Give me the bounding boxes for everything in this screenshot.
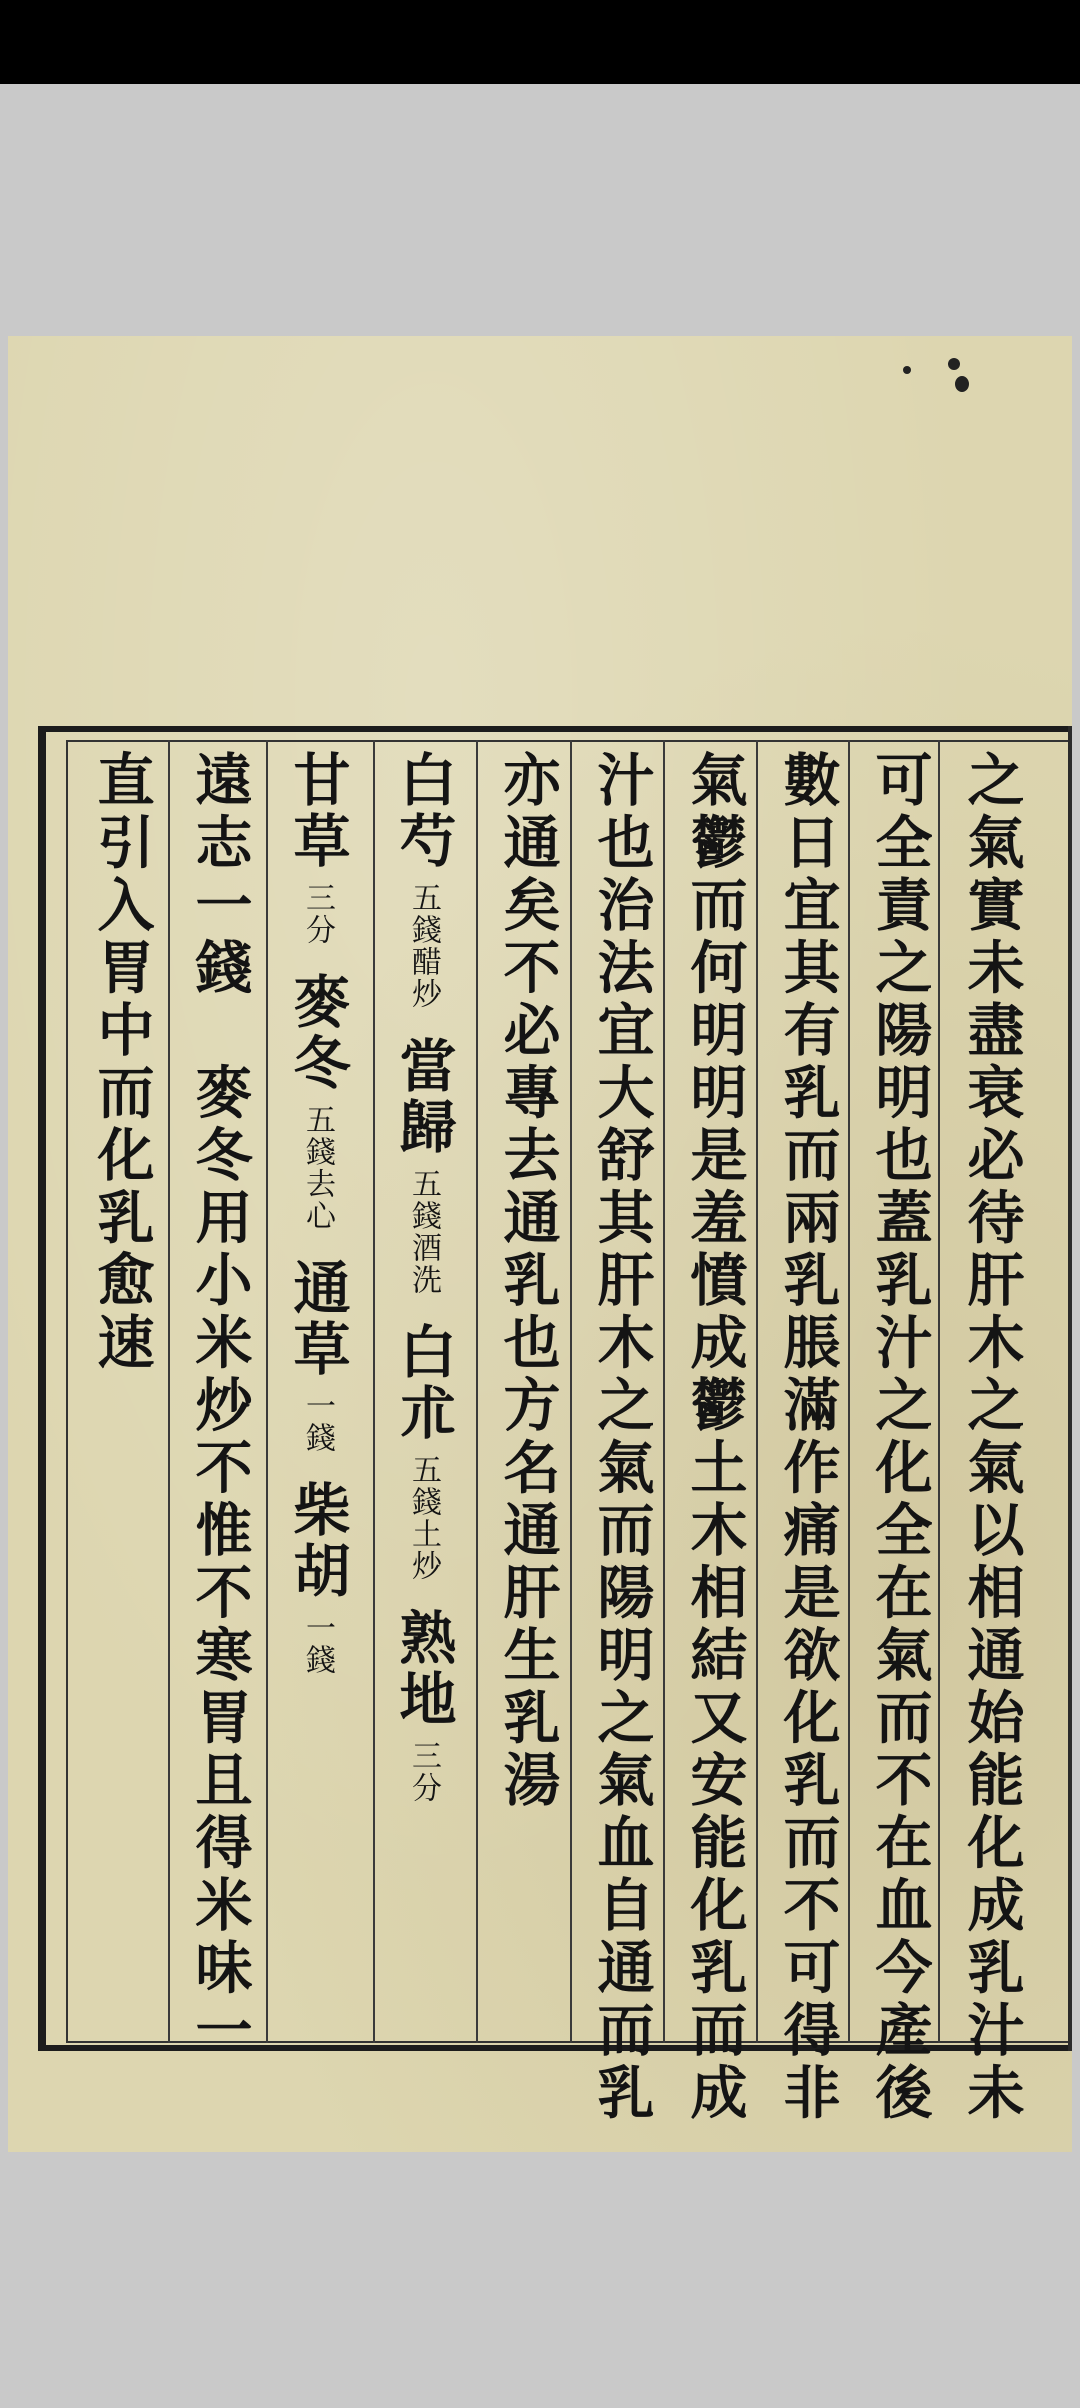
- herb-dosage-note: 五錢酒洗: [406, 1168, 441, 1296]
- herb-dosage-note: 一錢: [300, 1390, 335, 1454]
- herb-name: 通草: [284, 1258, 351, 1380]
- herb-column-1: [388, 750, 458, 2040]
- commentary-column-1: 遠志一錢 麥冬用小米炒不惟不寒胃且得米味一: [186, 750, 253, 2063]
- herb-dosage-note: 五錢醋炒: [406, 882, 441, 1010]
- text-column-6: 亦通矣不必專去通乳也方名通肝生乳湯: [494, 750, 561, 1813]
- column-divider: [570, 740, 572, 2043]
- column-divider: [373, 740, 375, 2043]
- text-column-5: 汁也治法宜大舒其肝木之氣而陽明之氣血自通而乳: [588, 750, 655, 2125]
- herb-dosage-note: 五錢土炒: [406, 1454, 441, 1582]
- herb-dosage-note: 三分: [406, 1740, 441, 1804]
- herb-dosage-note: 三分: [300, 882, 335, 946]
- column-divider: [756, 740, 758, 2043]
- herb-name: 白芍: [390, 750, 457, 872]
- text-column-2: 可全責之陽明也蓋乳汁之化全在氣而不在血今產後: [866, 750, 933, 2125]
- text-column-1: 之氣實未盡衰必待肝木之氣以相通始能化成乳汁未: [958, 750, 1025, 2125]
- column-divider: [476, 740, 478, 2043]
- herb-name: 當歸: [390, 1036, 457, 1158]
- ink-spot: [955, 376, 969, 392]
- herb-name: 甘草: [284, 750, 351, 872]
- herb-name: 白朮: [390, 1322, 457, 1444]
- scanned-book-page[interactable]: [8, 336, 1072, 2152]
- column-divider: [663, 740, 665, 2043]
- herb-name: 麥冬: [284, 972, 351, 1094]
- herb-dosage-note: 五錢去心: [300, 1104, 335, 1232]
- herb-name: 熟地: [390, 1608, 457, 1730]
- ink-spot: [948, 358, 960, 370]
- text-column-4: 氣鬱而何明明是羞憤成鬱土木相結又安能化乳而成: [681, 750, 748, 2125]
- page-upper-margin: [8, 336, 1072, 726]
- column-divider: [266, 740, 268, 2043]
- commentary-column-2: 直引入胃中而化乳愈速: [88, 750, 155, 1375]
- page-right-edge: [1068, 726, 1072, 2051]
- herb-column-2: [282, 750, 352, 2040]
- column-divider: [938, 740, 940, 2043]
- herb-name: 柴胡: [284, 1480, 351, 1602]
- status-bar: [0, 0, 1080, 84]
- herb-dosage-note: 一錢: [300, 1612, 335, 1676]
- ink-spot: [903, 366, 911, 374]
- text-column-3: 數日宜其有乳而兩乳脹滿作痛是欲化乳而不可得非: [774, 750, 841, 2125]
- column-divider: [848, 740, 850, 2043]
- column-divider: [168, 740, 170, 2043]
